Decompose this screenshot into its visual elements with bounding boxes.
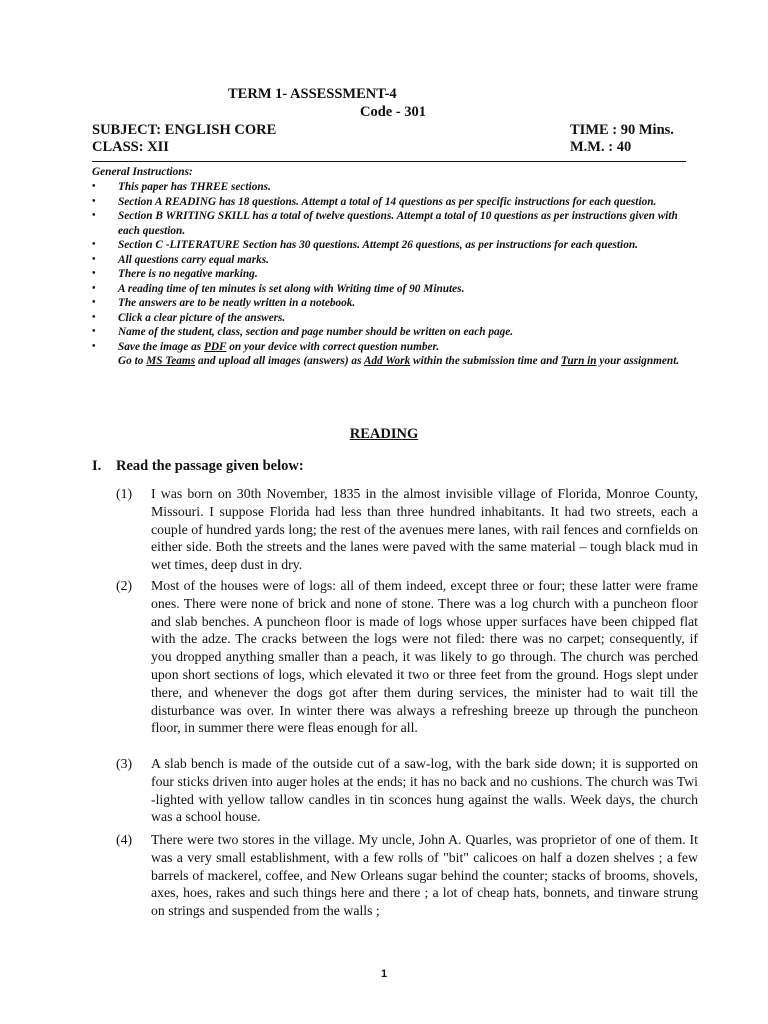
bullet-icon: • — [92, 239, 96, 250]
class-label: CLASS: XII — [92, 139, 169, 155]
instructions-heading: General Instructions: — [92, 166, 193, 178]
instruction-item: • A reading time of ten minutes is set along with Writing time of 90 Minutes. — [92, 282, 465, 295]
instruction-item: • Section B WRITING SKILL has a total of twelve questions. Attempt a total of 10 questions as per instructions given with each question. — [92, 210, 678, 237]
page-number: 1 — [380, 968, 388, 980]
instruction-item: • Click a clear picture of the answers. — [92, 311, 286, 324]
paragraph-number: (4) — [116, 832, 133, 847]
passage-paragraph — [116, 485, 698, 574]
turn-in-term: Turn in — [560, 355, 597, 367]
header-row-subject — [92, 122, 686, 139]
bullet-icon: • — [92, 253, 96, 265]
add-work-term: Add Work — [363, 355, 411, 367]
pdf-term: PDF — [203, 340, 227, 353]
paragraph-number: (2) — [116, 578, 133, 593]
time-label: TIME : 90 Mins. — [570, 122, 674, 138]
header-row-class — [92, 139, 686, 156]
paragraph-number: (1) — [116, 486, 133, 501]
bullet-icon: • — [92, 282, 96, 294]
bullet-icon: • — [92, 326, 96, 337]
bullet-icon: • — [92, 297, 96, 308]
bullet-icon: • — [92, 210, 96, 221]
subject-code: Code - 301 — [360, 104, 427, 120]
question-text: Read the passage given below: — [116, 458, 304, 474]
instruction-item: • The answers are to be neatly written in a notebook. — [92, 297, 356, 309]
instruction-item: • Section C -LITERATURE Section has 30 questions. Attempt 26 questions, as per instructions for each question. — [92, 239, 638, 251]
passage-paragraph — [116, 831, 698, 920]
bullet-icon: • — [92, 311, 96, 323]
instruction-item: • This paper has THREE sections. — [92, 181, 271, 193]
paragraph-number: (3) — [116, 756, 133, 771]
passage-paragraph — [116, 755, 698, 826]
bullet-icon: • — [92, 181, 96, 192]
subject-label: SUBJECT: ENGLISH CORE — [92, 122, 277, 138]
instructions-list — [92, 180, 696, 369]
paragraph-text: Most of the houses were of logs: all of them indeed, except three or four; these latter were frame ones. There were none of brick and none of stone. There was a log church with a puncheon floor and slab benches. A puncheon floor is made of logs whose upper surfaces have been chipped flat with the adze. The cracks between the logs were not filed: there was no carpet; consequently, if you dropped anything smaller than a peach, it was likely to go through. The church was perched upon short sections of logs, which elevated it two or three feet from the ground. Hogs slept under there, and whenever the dogs got after them during services, the minister had to wait till the disturbance was over. In winter there was always a refreshing breeze up through the puncheon floor, in summer there were fleas enough for all. — [151, 578, 698, 736]
instruction-item-submission: • Save the image as PDF on your device with correct question number. Go to MS Teams and upload all images (answers) as Add Work within the submission time and Turn in your assignment. — [92, 340, 680, 367]
header-divider — [92, 161, 686, 162]
instruction-item: • There is no negative marking. — [92, 268, 258, 280]
assessment-title: TERM 1- ASSESSMENT-4 — [228, 86, 397, 102]
question-number: I. — [92, 458, 102, 474]
max-marks-label: M.M. : 40 — [570, 139, 632, 155]
paragraph-text: I was born on 30th November, 1835 in the almost invisible village of Florida, Monroe County, Missouri. I suppose Florida had less than three hundred inhabitants. It had two streets, each a couple of hundred yards long; the rest of the avenues mere lanes, with rail fences and cornfields on either side. Both the streets and the lanes were paved with the same material – tough black mud in wet times, deep dust in dry. — [151, 486, 698, 573]
bullet-icon: • — [92, 268, 96, 279]
paragraph-text: There were two stores in the village. My uncle, John A. Quarles, was proprietor of one of them. It was a very small establishment, with a few rolls of "bit" calicoes on half a dozen shelves ; a few barrels of mackerel, coffee, and New Orleans sugar behind the counter; stacks of brooms, shovels, axes, hoes, rakes and such things here and there ; a lot of cheap hats, bonnets, and tinware strung on strings and suspended from the walls ; — [151, 832, 698, 919]
passage-paragraph — [116, 577, 698, 737]
section-heading: READING — [349, 426, 419, 442]
bullet-icon: • — [92, 340, 96, 352]
bullet-icon: • — [92, 195, 96, 207]
instruction-item: • Section A READING has 18 questions. Attempt a total of 14 questions as per specific instructions for each question. — [92, 195, 657, 208]
instruction-item: • All questions carry equal marks. — [92, 253, 269, 266]
paragraph-text: A slab bench is made of the outside cut of a saw-log, with the bark side down; it is supported on four sticks driven into auger holes at the ends; it has no back and no cushions. The church was Twi -lighted with yellow tallow candles in tin sconces hung against the walls. Week days, the church was a school house. — [151, 756, 698, 825]
instruction-item: • Name of the student, class, section and page number should be written on each page. — [92, 326, 514, 338]
ms-teams-term: MS Teams — [146, 355, 196, 367]
